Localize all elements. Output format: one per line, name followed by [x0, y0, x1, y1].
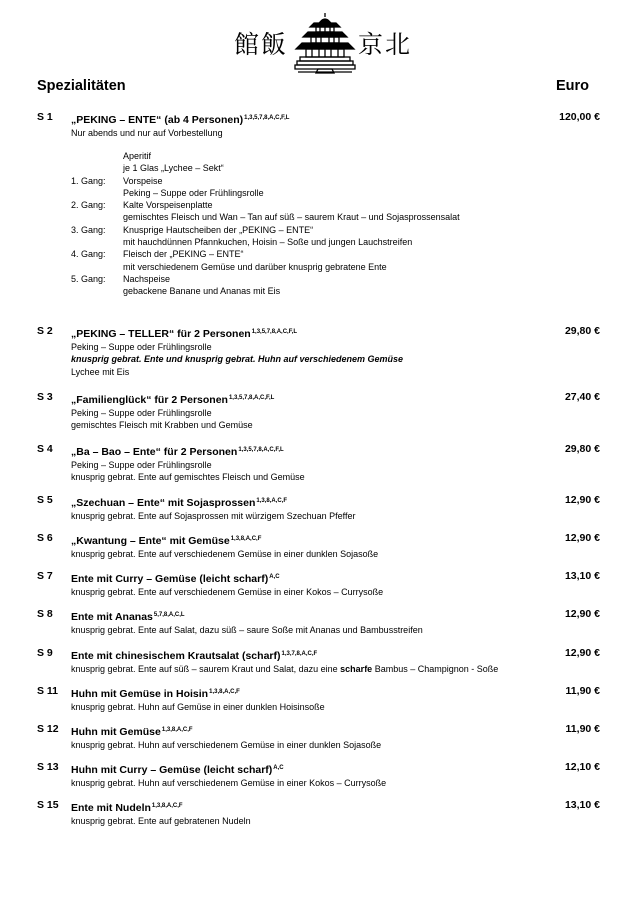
- course-list: [71, 150, 571, 298]
- allergen-codes: 1,3,5,7,8,A,C,F,L: [244, 115, 290, 121]
- allergen-codes: 1,3,5,7,8,A,C,F,L: [251, 329, 298, 335]
- menu-item-s12: [37, 723, 600, 751]
- item-title: „PEKING – TELLER“ für 2 Personen$^{1,3,5,7,8,A,C,F,L}$: [71, 328, 298, 340]
- course-row: 4. Gang: Fleisch der „PEKING – ENTE“: [71, 249, 244, 260]
- item-description: gemischtes Fleisch mit Krabben und Gemüse: [71, 420, 253, 431]
- item-description: knusprig gebrat. Ente auf verschiedenem Gemüse in einer dunklen Sojasoße: [71, 549, 379, 559]
- item-price: 29,80 €: [564, 443, 600, 455]
- item-price: 13,10 €: [564, 799, 600, 811]
- item-description: knusprig gebrat. Huhn auf Gemüse in einer dunklen Hoisinsoße: [71, 702, 325, 712]
- course-row: mit verschiedenem Gemüse und darüber knusprig gebratene Ente: [123, 261, 387, 272]
- item-code: S 12: [37, 723, 59, 735]
- item-price: 27,40 €: [564, 391, 600, 403]
- restaurant-logo: [234, 12, 416, 74]
- item-price: 11,90 €: [565, 685, 600, 697]
- item-title: „Ba – Bao – Ente“ für 2 Personen$^{1,3,5,7,8,A,C,F,L}$: [71, 446, 284, 458]
- item-code: S 7: [37, 570, 53, 582]
- item-description: Peking – Suppe oder Frühlingsrolle: [71, 408, 212, 418]
- item-code: S 8: [37, 608, 53, 620]
- allergen-codes: 1,3,8,A,C,F: [256, 498, 288, 504]
- item-description: knusprig gebrat. Ente auf Salat, dazu süß – saure Soße mit Ananas und Bambusstreifen: [71, 625, 423, 635]
- course-row: 1. Gang: Vorspeise: [71, 175, 163, 186]
- item-title: Ente mit chinesischem Krautsalat (scharf)$^{1,3,7,8,A,C,F}$: [71, 650, 318, 662]
- item-price: 12,90 €: [564, 494, 600, 506]
- item-description: knusprig gebrat. Ente auf gemischtes Fleisch und Gemüse: [71, 472, 305, 483]
- course-row: Peking – Suppe oder Frühlingsrolle: [123, 187, 264, 198]
- menu-item-s11: [37, 685, 600, 713]
- item-code: S 11: [37, 685, 59, 697]
- menu-item-s5: [37, 494, 600, 522]
- item-title: Ente mit Ananas$^{5,7,8,A,C,L}$: [71, 611, 185, 623]
- item-code: S 1: [37, 111, 53, 123]
- course-row: 3. Gang: Knusprige Hautscheiben der „PEKING – ENTE“: [71, 224, 314, 235]
- item-title: Huhn mit Gemüse$^{1,3,8,A,C,F}$: [71, 726, 193, 738]
- item-title: „Familienglück“ für 2 Personen$^{1,3,5,7,8,A,C,F,L}$: [71, 394, 275, 406]
- course-row: je 1 Glas „Lychee – Sekt“: [123, 163, 224, 174]
- allergen-codes: 1,3,5,7,8,A,C,F,L: [238, 447, 284, 453]
- item-price: 11,90 €: [565, 723, 600, 735]
- item-price: 12,10 €: [564, 761, 600, 773]
- item-description: Nur abends und nur auf Vorbestellung: [71, 128, 223, 138]
- allergen-codes: 1,3,8,A,C,F: [161, 727, 193, 733]
- item-description: knusprig gebrat. Ente auf süß – saurem Kraut und Salat, dazu eine scharfe Bambus – Champignon - Soße: [71, 664, 499, 674]
- menu-item-s8: [37, 608, 600, 636]
- item-title: Ente mit Curry – Gemüse (leicht scharf)$^{A,C}$: [71, 573, 280, 585]
- menu-item-s4: [37, 443, 600, 484]
- allergen-codes: 1,3,8,A,C,F: [209, 689, 240, 695]
- item-price: 120,00 €: [559, 111, 600, 123]
- course-row: gemischtes Fleisch und Wan – Tan auf süß – saurem Kraut – und Sojasprossensalat: [123, 212, 460, 223]
- menu-item-s15: [37, 799, 600, 827]
- course-row: mit hauchdünnen Pfannkuchen, Hoisin – Soße und jungen Lauchstreifen: [123, 237, 413, 248]
- item-description: knusprig gebrat. Huhn auf verschiedenem Gemüse in einer dunklen Sojasoße: [71, 740, 382, 750]
- price-column-heading: Euro: [555, 78, 589, 94]
- item-price: 13,10 €: [564, 570, 600, 582]
- course-row: gebackene Banane und Ananas mit Eis: [123, 286, 281, 297]
- item-title: Huhn mit Curry – Gemüse (leicht scharf)$^{A,C}$: [71, 764, 284, 776]
- course-row: 5. Gang: Nachspeise: [71, 273, 171, 284]
- item-code: S 15: [37, 799, 59, 811]
- allergen-codes: 1,3,5,7,8,A,C,F,L: [228, 395, 275, 401]
- item-description: Lychee mit Eis: [71, 366, 130, 377]
- item-code: S 4: [37, 443, 53, 455]
- menu-item-s6: [37, 532, 600, 560]
- item-description: knusprig gebrat. Ente auf gebratenen Nudeln: [71, 816, 251, 826]
- item-code: S 6: [37, 532, 53, 544]
- item-price: 12,90 €: [564, 532, 600, 544]
- menu-item-s13: [37, 761, 600, 789]
- allergen-codes: 1,3,8,A,C,F: [151, 803, 183, 809]
- allergen-codes: 1,3,8,A,C,F: [230, 536, 262, 542]
- item-description: Peking – Suppe oder Frühlingsrolle: [71, 342, 212, 352]
- allergen-codes: 1,3,7,8,A,C,F: [281, 651, 318, 657]
- item-description: knusprig gebrat. Ente auf verschiedenem Gemüse in einer Kokos – Currysoße: [71, 587, 384, 597]
- item-code: S 5: [37, 494, 53, 506]
- menu-item-s2: [37, 325, 600, 378]
- logo-chinese-characters-left: 館飯: [234, 30, 289, 59]
- item-price: 29,80 €: [564, 325, 600, 337]
- item-description: knusprig gebrat. Huhn auf verschiedenem Gemüse in einer Kokos – Currysoße: [71, 778, 387, 788]
- item-code: S 13: [37, 761, 59, 773]
- menu-item-s1: [37, 111, 600, 139]
- menu-item-s9: [37, 647, 600, 675]
- menu-item-s7: [37, 570, 600, 598]
- course-row: Aperitif: [123, 151, 152, 161]
- item-code: S 9: [37, 647, 53, 659]
- item-title: „PEKING – ENTE“ (ab 4 Personen)$^{1,3,5,7,8,A,C,F,L}$: [71, 114, 290, 126]
- section-heading: Spezialitäten: [37, 78, 126, 94]
- allergen-codes: A,C: [273, 765, 284, 771]
- item-description: Peking – Suppe oder Frühlingsrolle: [71, 460, 212, 470]
- allergen-codes: 5,7,8,A,C,L: [153, 612, 185, 618]
- temple-of-heaven-icon: [294, 12, 356, 74]
- item-title: „Kwantung – Ente“ mit Gemüse$^{1,3,8,A,C,F}$: [71, 535, 262, 547]
- allergen-codes: A,C: [269, 574, 280, 580]
- item-code: S 2: [37, 325, 53, 337]
- course-row: 2. Gang: Kalte Vorspeisenplatte: [71, 200, 213, 211]
- menu-item-s3: [37, 391, 600, 432]
- item-price: 12,90 €: [564, 647, 600, 659]
- logo-chinese-characters-right: 京北: [358, 30, 413, 59]
- item-title: Ente mit Nudeln$^{1,3,8,A,C,F}$: [71, 802, 183, 814]
- item-price: 12,90 €: [564, 608, 600, 620]
- item-description: knusprig gebrat. Ente und knusprig gebrat. Huhn auf verschiedenem Gemüse: [71, 354, 404, 365]
- item-code: S 3: [37, 391, 53, 403]
- item-description: knusprig gebrat. Ente auf Sojasprossen mit würzigem Szechuan Pfeffer: [71, 511, 356, 521]
- item-title: „Szechuan – Ente“ mit Sojasprossen$^{1,3,8,A,C,F}$: [71, 497, 288, 509]
- item-title: Huhn mit Gemüse in Hoisin$^{1,3,8,A,C,F}$: [71, 688, 240, 700]
